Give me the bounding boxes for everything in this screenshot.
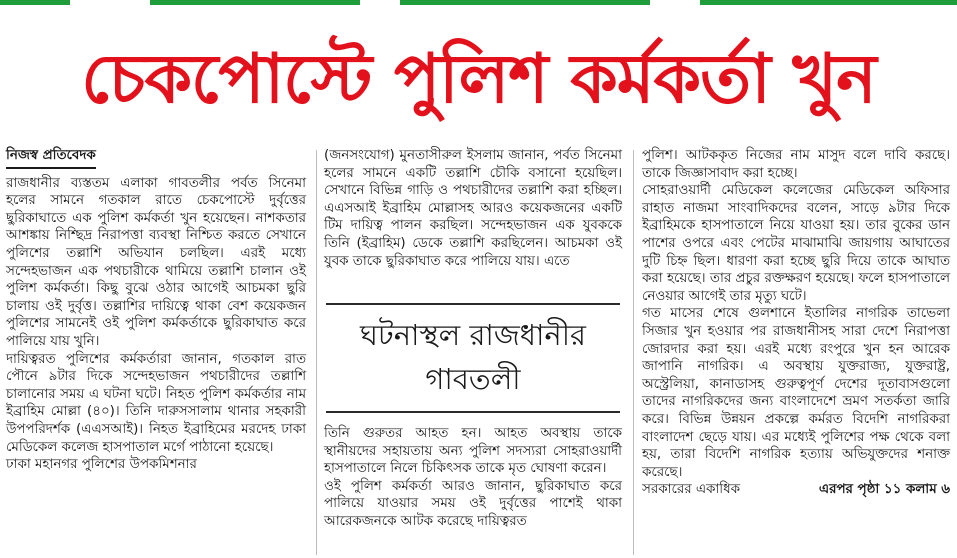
band-segment xyxy=(0,0,70,5)
paragraph: ওই পুলিশ কর্মকর্তা আরও জানান, ছুরিকাঘাত করে পালিয়ে যাওয়ার সময় ওই দুর্বৃত্তের পাশেই থাকা আরেকজনকে আটক করেছে দায়িত্বরত xyxy=(324,478,622,529)
paragraph: ঢাকা মহানগর পুলিশের উপকমিশনার xyxy=(6,457,197,473)
column-divider xyxy=(316,150,317,555)
paragraph: গত মাসের শেষে গুলশানে ইতালির নাগরিক তাভেলা সিজার খুন হওয়ার পর রাজধানীসহ সারা দেশে নিরাপত্তা জোরদার করা হয়। এরই মধ্যে রংপুরে খুন হন আরেক জাপানি নাগরিক। এ অবস্থায় যুক্তরাজ্য, যুক্তরাষ্ট্র, অস্ট্রেলিয়া, কানাডাসহ গুরুত্বপূর্ণ দেশের দূতাবাসগুলো তাদের নাগরিকদের জন্য বাংলাদেশে ভ্রমণ সতর্কতা জারি করে। বিভিন্ন উন্নয়ন প্রকল্পে কর্মরত বিদেশি নাগরিকরা বাংলাদেশ ছেড়ে যায়। এর মধ্যেই পুলিশের পক্ষ থেকে বলা হয়, তারা বিদেশি নাগরিক হত্যায় অভিযুক্তদের শনাক্ত করেছে। xyxy=(642,306,950,480)
paragraph: সোহরাওয়ার্দী মেডিকেল কলেজের মেডিকেল অফিসার রাহাত নাজমা সাংবাদিকদের বলেন, সাড়ে ৯টার দিকে ইব্রাহিমকে হাসপাতালে নিয়ে যাওয়া হয়। তার বুকের ডান পাশের ওপরে এবং পেটের মাঝামাঝি জায়গায় আঘাতের দুটি চিহ্ন ছিল। ধারণা করা হচ্ছে ছুরি দিয়ে তাকে আঘাত করা হয়েছে। তার প্রচুর রক্তক্ষরণ হয়েছে। ফলে হাসপাতালে নেওয়ার আগেই তার মৃত্যু ঘটে। xyxy=(642,183,950,304)
article-column-1 xyxy=(6,147,306,474)
article-column-2-bottom xyxy=(324,425,622,531)
article-column-2-top xyxy=(324,147,622,270)
paragraph: পুলিশ। আটককৃত নিজের নাম মাসুদ বলে দাবি করছে। তাকে জিজ্ঞাসাবাদ করা হচ্ছে। xyxy=(642,148,950,181)
band-segment xyxy=(150,0,360,5)
pull-quote-line: গাবতলী xyxy=(425,362,521,396)
paragraph-tail: সরকারের একাধিক xyxy=(642,482,740,498)
paragraph: (জনসংযোগ) মুনতাসীরুল ইসলাম জানান, পর্বত সিনেমা হলের সামনে একটি তল্লাশি চৌকি বসানো হয়েছিল। সেখানে বিভিন্ন গাড়ি ও পথচারীদের তল্লাশি করা হচ্ছিল। এএসআই ইব্রাহিম মোল্লাসহ আরও কয়েকজনের একটি টিম দায়িত্ব পালন করছিল। সন্দেহভাজন এক যুবককে তিনি (ইব্রাহিম) ডেকে তল্লাশি করছিলেন। আচমকা ওই যুবক তাকে ছুরিকাঘাত করে পালিয়ে যায়। এতে xyxy=(324,148,622,269)
band-segment xyxy=(400,0,650,5)
band-segment xyxy=(700,0,957,5)
byline: নিজস্ব প্রতিবেদক xyxy=(6,147,96,169)
continued-on-page-link[interactable]: এরপর পৃষ্ঠা ১১ কলাম ৬ xyxy=(818,482,950,498)
paragraph-last xyxy=(642,481,950,499)
paragraph: রাজধানীর ব্যস্ততম এলাকা গাবতলীর পর্বত সিনেমা হলের সামনে গতকাল রাতে চেকপোস্টে দুর্বৃত্তের ছুরিকাঘাতে এক পুলিশ কর্মকর্তা খুন হয়েছেন। নাশকতার আশঙ্কায় নিশ্ছিদ্র নিরাপত্তা ব্যবস্থা নিশ্চিত করতে সেখানে পুলিশের তল্লাশি অভিযান চলছিল। এরই মধ্যে সন্দেহভাজন এক পথচারীকে থামিয়ে তল্লাশি চালান ওই পুলিশ কর্মকর্তা। কিছু বুঝে ওঠার আগেই আচমকা ছুরি চালায় ওই দুর্বৃত্ত। তল্লাশির দায়িত্বে থাকা বেশ কয়েকজন পুলিশের সামনেই ওই পুলিশ কর্মকর্তাকে ছুরিকাঘাত করে পালিয়ে যায় খুনি। xyxy=(6,175,306,349)
pull-quote-line: ঘটনাস্থল রাজধানীর xyxy=(360,318,586,352)
paragraph: তিনি গুরুতর আহত হন। আহত অবস্থায় তাকে স্থানীয়দের সহায়তায় অন্য পুলিশ সদস্যরা সোহরাওয়ার্দী হাসপাতালে নিলে চিকিৎসক তাকে মৃত ঘোষণা করেন। xyxy=(324,426,622,477)
top-color-band xyxy=(0,0,957,8)
paragraph: দায়িত্বরত পুলিশের কর্মকর্তারা জানান, গতকাল রাত পৌনে ৯টার দিকে সন্দেহভাজন পথচারীদের তল্লাশি চালানোর সময় এ ঘটনা ঘটে। নিহত পুলিশ কর্মকর্তার নাম ইব্রাহিম মোল্লা (৪০)। তিনি দারুসসালাম থানার সহকারী উপপরিদর্শক (এএসআই)। নিহত ইব্রাহিমের মরদেহ ঢাকা মেডিকেল কলেজ হাসপাতাল মর্গে পাঠানো হয়েছে। xyxy=(6,351,306,455)
pull-quote xyxy=(326,303,620,413)
article-column-3 xyxy=(642,147,950,499)
column-divider xyxy=(633,150,634,555)
headline: চেকপোস্টে পুলিশ কর্মকর্তা খুন xyxy=(81,40,876,119)
